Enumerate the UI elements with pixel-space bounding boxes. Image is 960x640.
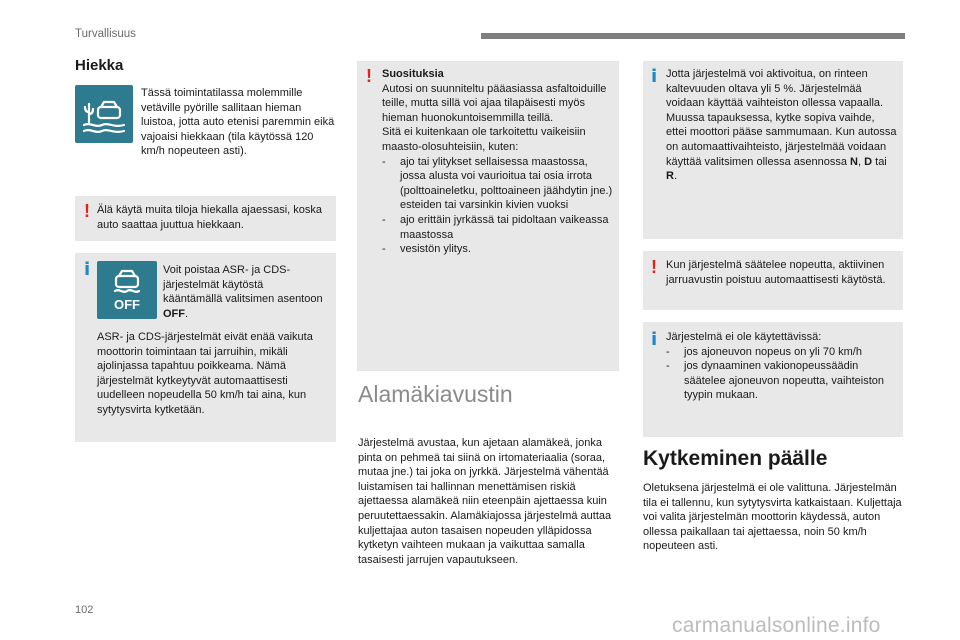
recommendations-title: Suosituksia <box>382 68 444 80</box>
recommendations-text <box>382 67 614 257</box>
warning-icon: ! <box>651 257 657 277</box>
page-number: 102 <box>75 604 94 616</box>
info-icon: i <box>651 66 658 87</box>
hiekka-intro: Tässä toimintatilassa molemmille vetäville pyörille sallitaan hieman luistoa, jotta auto etenisi paremmin eikä vajoaisi hiekkaan (tila käytössä 120 km/h nopeuteen asti). <box>141 87 335 158</box>
header-rule <box>481 33 905 39</box>
off-icon-label: OFF <box>114 297 140 312</box>
list-item: - jos ajoneuvon nopeus on yli 70 km/h <box>666 345 898 360</box>
recommendations-list <box>382 155 614 257</box>
section-label: Turvallisuus <box>75 28 136 40</box>
alamakiavustin-body: Järjestelmä avustaa, kun ajetaan alamäkeä, jonka pinta on pehmeä tai siinä on irtomateriaalia (soraa, mutaa jne.) tai joka on jyrkkä. Järjestelmä vähentää luistamisen tai hallinnan menettämisen riskiä ajettaessa alamäkeä niin eteenpäin ajettaessa kuin peruutettaessakin. Alamäkiajossa järjestelmä auttaa kuljettajaa auton tasaisen nopeuden ylläpidossa kytketyn vaihteen mukaan ja vaikuttaa samalla tasaisesti jarrujen vapautukseen. <box>358 437 612 566</box>
info-icon: i <box>651 329 658 350</box>
warning-icon: ! <box>84 201 90 221</box>
list-item: - jos dynaaminen vakionopeussäädin säätelee ajoneuvon nopeutta, vaihteiston tyypin mukaan. <box>666 359 898 403</box>
info-off-lead: Voit poistaa ASR- ja CDS-järjestelmät käytöstä kääntämällä valitsimen asentoon OFF. <box>163 264 323 320</box>
warning-text-speed: Kun järjestelmä säätelee nopeutta, aktiivinen jarruavustin poistuu automaattisesti käytöstä. <box>666 259 886 286</box>
warning-text-hiekka: Älä käytä muita tiloja hiekalla ajaessasi, koska auto saattaa juuttua hiekkaan. <box>97 204 323 231</box>
watermark: carmanualsonline.info <box>672 614 881 637</box>
kytkeminen-body: Oletuksena järjestelmä ei ole valittuna. Järjestelmän tila ei tallennu, kun sytytysvirta katkaistaan. Kuljettaja voi valita järjestelmän moottorin käydessä, auton ollessa paikallaan tai ajettaessa, noin 50 km/h nopeuteen asti. <box>643 482 902 553</box>
info-icon: i <box>84 259 91 280</box>
sand-mode-icon <box>75 85 133 143</box>
heading-hiekka: Hiekka <box>75 57 124 74</box>
activation-text: Jotta järjestelmä voi aktivoitua, on rinteen kaltevuuden oltava yli 5 %. Järjestelmää voidaan käyttää vaihteiston ollessa vapaalla. Muussa tapauksessa, kytke sopiva vaihde, ettei moottori pääse sammumaan. Kun autossa on automaattivaihteisto, järjestelmää voidaan käyttää valitsimen ollessa asennossa N, D tai R. <box>666 68 897 183</box>
recommendations-p1: Autosi on suunniteltu pääasiassa asfaltoiduille teille, mutta sillä voi ajaa tilapäisesti myös hieman huonokuntoisemmilla teillä. <box>382 82 607 124</box>
list-item: - ajo erittäin jyrkässä tai pidoltaan vaikeassa maastossa <box>382 213 614 242</box>
heading-alamakiavustin: Alamäkiavustin <box>358 381 513 407</box>
unavailable-list <box>666 345 898 403</box>
recommendations-p2: Sitä ei kuitenkaan ole tarkoitettu vaikeisiin maasto-olosuhteisiin, kuten: <box>382 126 586 153</box>
unavailable-text <box>666 330 898 403</box>
info-off-body: ASR- ja CDS-järjestelmät eivät enää vaikuta moottorin toimintaan tai jarruihin, mikäli ajolinjassa tapahtuu poikkeama. Nämä järjestelmät kytkeytyvät automaattisesti uudelleen nopeudella 50 km/h tai aina, kun sytytysvirta kytketään. <box>97 331 313 416</box>
list-item: - vesistön ylitys. <box>382 242 614 257</box>
off-keyword: OFF <box>163 307 185 320</box>
unavailable-title: Järjestelmä ei ole käytettävissä: <box>666 331 822 343</box>
list-item: - ajo tai ylitykset sellaisessa maastossa, jossa alusta voi vaurioitua tai osia irrota (polttoaineletku, polttoaineen jäähdytin jne.) esteiden tai varsinkin kivien vuoksi <box>382 155 614 213</box>
warning-icon: ! <box>366 66 372 86</box>
heading-kytkeminen-paalle: Kytkeminen päälle <box>643 447 828 470</box>
asr-off-icon <box>97 261 157 319</box>
